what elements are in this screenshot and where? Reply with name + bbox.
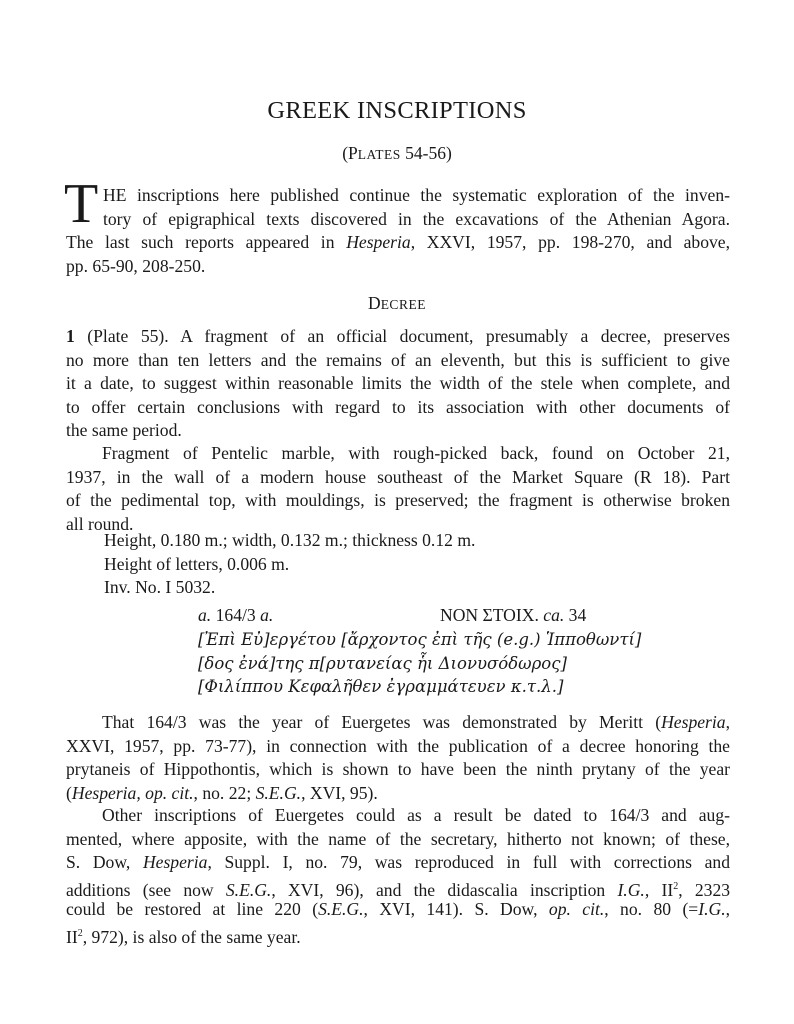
para2-line-1: [66, 711, 730, 735]
letter-count: 34: [564, 605, 587, 625]
fragment-line-2: 1937, in the wall of a modern house southeast of the Market Square (R 18). Part: [66, 466, 730, 487]
greek-line-3: [Φιλίππου Κεφαλῆθεν ἐγραμμάτευεν κ.τ.λ.]: [198, 677, 564, 696]
item-text: (Plate 55). A fragment of an official document, presumably a decree, preserves: [74, 326, 730, 346]
para-text: , XVI, 95).: [301, 782, 378, 803]
para-text: That 164/3 was the year of Euergetes was demonstrated by Meritt (: [102, 712, 662, 732]
intro-line-3: [66, 231, 730, 255]
inscription-date: [198, 604, 273, 626]
journal-name: Hesperia: [661, 712, 726, 732]
drop-cap: T: [64, 173, 99, 235]
fragment-paragraph: [66, 442, 730, 536]
stoich-label: NON ΣΤΟΙΧ.: [440, 605, 544, 625]
greek-line-1: [Ἐπὶ Εὐ]εργέτου [ἄρχοντος ἐπὶ τῆς (e.g.) Ἱπποθωντί]: [198, 630, 642, 649]
greek-line-2: [δος ἐνά]της π[ρυτανείας ἧι Διονυσόδωρος]: [198, 654, 567, 673]
para-text: ,: [725, 712, 730, 732]
para-text: , Suppl. I, no. 79, was reproduced in full with corrections and: [207, 852, 731, 872]
para2-line-4: [66, 782, 730, 806]
citation: S.E.G.: [318, 899, 364, 919]
para2-line-3: prytaneis of Hippothontis, which is shown to have been the ninth prytany of the year: [66, 759, 730, 779]
item-1-paragraph: [66, 325, 730, 443]
para-text: additions (see now: [66, 879, 226, 900]
intro-line-1: HE inscriptions here published continue the systematic exploration of the inven-: [103, 185, 730, 205]
item-1-line-4: to offer certain conclusions with regard to its association with other documents of: [66, 396, 730, 417]
citation: op. cit.: [548, 899, 605, 919]
para-text: could be restored at line 220 (: [66, 899, 319, 919]
item-1-line-2: no more than ten letters and the remains of an eleventh, but this is sufficient to give: [66, 349, 730, 370]
para-text: ,: [725, 899, 731, 919]
fragment-line-4: all round.: [66, 513, 134, 534]
citation: Hesperia, op. cit.: [71, 782, 194, 803]
date-suffix: a.: [260, 605, 274, 625]
para3-line-2: mented, where apposite, with the name of the secretary, hitherto not known; of these,: [66, 828, 730, 849]
item-1-line-5: the same period.: [66, 420, 182, 440]
para-text: , XVI, 96), and the didascalia inscription: [271, 879, 618, 900]
fragment-line-3: of the pedimental top, with mouldings, is preserved; the fragment is otherwise broken: [66, 490, 730, 510]
fragment-line-1: Fragment of Pentelic marble, with rough-picked back, found on October 21,: [102, 443, 730, 463]
intro-paragraph: [66, 184, 730, 278]
section-heading-decree: [0, 292, 794, 316]
measurement-dimensions: Height, 0.180 m.; width, 0.132 m.; thickness 0.12 m.: [104, 530, 476, 550]
heading-initial: D: [368, 293, 381, 313]
para3-line-5: [66, 898, 730, 922]
superscript: 2: [77, 927, 83, 939]
item-1-line-1: [66, 325, 730, 349]
para-text: II: [66, 926, 78, 947]
para-text: , XVI, 141). S. Dow,: [363, 899, 549, 919]
date-year: 164/3: [211, 605, 261, 625]
date-prefix: a.: [198, 605, 212, 625]
plates-open: (P: [342, 143, 358, 163]
paragraph-other-inscriptions: [66, 804, 730, 945]
citation: S.E.G.: [255, 782, 302, 803]
intro-line-4: pp. 65-90, 208-250.: [66, 255, 206, 276]
citation: S.E.G.: [225, 879, 272, 900]
para-text: , no. 80 (=: [604, 899, 699, 919]
para-text: , no. 22;: [193, 782, 256, 803]
measurement-letters: Height of letters, 0.006 m.: [104, 554, 290, 574]
paragraph-euergetes: [66, 711, 730, 805]
journal-name: Hesperia: [346, 232, 411, 252]
superscript: 2: [673, 880, 679, 892]
intro-text: , XXVI, 1957, pp. 198-270, and above,: [410, 232, 731, 252]
para3-line-4: [66, 875, 730, 899]
intro-text: The last such reports appeared in: [66, 232, 347, 252]
intro-line-2: tory of epigraphical texts discovered in the excavations of the Athenian Agora.: [103, 208, 730, 229]
item-1-line-3: it a date, to suggest within reasonable limits the width of the stele when complete, and: [66, 373, 730, 393]
para3-line-1: Other inscriptions of Euergetes could as a result be dated to 164/3 and aug-: [102, 805, 730, 825]
para3-line-6: [66, 922, 730, 946]
plates-word: LATES: [357, 147, 401, 162]
para-text: (: [66, 782, 72, 803]
citation: I.G.: [698, 899, 726, 919]
para-text: , 972), is also of the same year.: [82, 926, 301, 947]
circa-label: ca.: [543, 605, 565, 625]
para-text: S. Dow,: [66, 852, 143, 872]
inventory-number: Inv. No. I 5032.: [104, 577, 216, 597]
item-number: 1: [66, 326, 75, 346]
citation: I.G.: [617, 879, 645, 900]
para-text: , II: [644, 879, 674, 900]
page-title: GREEK INSCRIPTIONS: [267, 97, 527, 124]
stoichedon-note: [440, 604, 586, 626]
heading-rest: ECREE: [380, 297, 426, 312]
plates-reference: [0, 142, 794, 166]
para3-line-3: [66, 851, 730, 875]
para-text: , 2323: [678, 879, 731, 900]
journal-name: Hesperia: [142, 852, 208, 872]
plates-numbers: 54-56): [400, 143, 452, 163]
para2-line-2: XXVI, 1957, pp. 73-77), in connection with the publication of a decree honoring the: [66, 735, 730, 756]
